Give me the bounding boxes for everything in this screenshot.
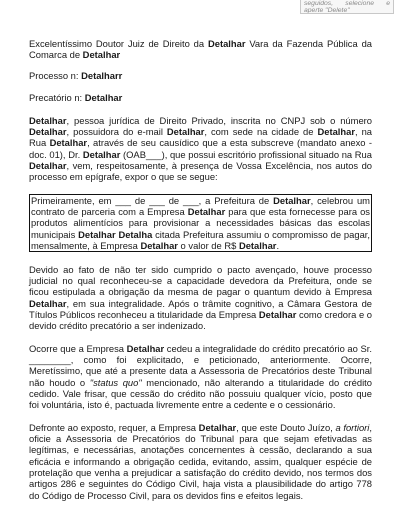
placeholder-field[interactable]: Detalhar — [29, 114, 67, 126]
request-paragraph: Defronte ao exposto, requer, a Empresa Detalhar, que este Douto Juízo, a fortiori, oficie a Assessoria de Precatórios do Tribunal para que sejam efetivadas as legítimas, e necessárias, anotações concernentes à cessão, declarando a sua eficácia e informando a obrigação cedida, evitando, assim, qualquer espécie de protelação que venha a prejudicar a satisfação do crédito devido, nos termos dos artigos 286 e seguintes do Código Civil, haja vista a plausibilidade do artigo 778 do Código de Processo Civil, para os devidos fins e efeitos legais. — [29, 421, 372, 501]
placeholder-field[interactable]: Detalharr — [81, 69, 123, 81]
placeholder-field[interactable]: Detalhar — [49, 137, 88, 149]
placeholder-field[interactable]: Detalhar — [207, 38, 246, 49]
cession-paragraph: Ocorre que a Empresa Detalhar cedeu a integralidade do crédito precatório ao Sr. ________, como foi explicitado, e peticionado, anteriormente. Ocorre, Meretíssimo, que até a presente data a Assessoria de Precatórios deste Tribunal não houdo o "status quo" mencionado, não alterando a titularidade do crédito cedido. Vale frisar, que cessão do crédito não possuiu qualquer vício, posto que foi voluntária, isto é, pactuada livremente entre a cedente e o cessionário. — [29, 342, 372, 411]
status-quo-text: "status quo" — [89, 376, 142, 388]
placeholder-field[interactable]: Detalhar — [187, 206, 226, 218]
placeholder-field[interactable]: Detalhar — [317, 126, 355, 138]
precatorio-number: Precatório n: Detalhar — [29, 92, 123, 104]
placeholder-field[interactable]: Detalha — [118, 228, 153, 240]
latin-term: a fortiori — [335, 421, 370, 433]
addressee-paragraph: Excelentíssimo Doutor Juiz de Direito da Detalhar Vara da Fazenda Pública da Comarca de Detalhar — [29, 38, 373, 61]
petition-document — [29, 38, 372, 512]
placeholder-field[interactable]: Detalhar — [84, 92, 123, 104]
placeholder-field[interactable]: Detalhar — [126, 342, 165, 354]
placeholder-field[interactable]: Detalhar — [29, 159, 67, 171]
instruction-note: seguidos, selecione e aperte "Delete" — [300, 0, 394, 14]
placeholder-field[interactable]: Detalhar — [82, 148, 121, 160]
judicial-process-paragraph: Devido ao fato de não ter sido cumprido o pacto avençado, houve processo judicial no qual reconheceu-se a capacidade devedora da Prefeitura, onde se ficou estipulada a obrigação da mesma de pagar o quantum devido à Empresa Detalhar, em sua integralidade. Após o trâmite cognitivo, a Câmara Gestora de Títulos Públicos reconheceu a titularidade da Empresa Detalhar como credora e o devido crédito precatório a ser indenizado. — [29, 263, 372, 332]
placeholder-field[interactable]: Detalhar — [29, 126, 67, 138]
placeholder-field[interactable]: Detalhar — [238, 240, 277, 252]
placeholder-field[interactable]: Detalhar — [258, 308, 297, 320]
placeholder-field[interactable]: Detalhar — [82, 49, 121, 61]
contract-paragraph: Primeiramente, em ___ de ___ de ___, a Prefeitura de Detalhar, celebrou um contrato de parceria com a Empresa Detalhar para que esta fornecesse para os produtos alimentícios para provisionar a necessidades básicas das escolas municipais Detalhar Detalha citada Prefeitura assumiu o compromisso de pagar, mensalmente, à Empresa Detalhar o valor de R$ Detalhar. — [31, 194, 370, 252]
qualification-paragraph: Detalhar, pessoa jurídica de Direito Privado, inscrita no CNPJ sob o número Detalhar, possuidora do e-mail Detalhar, com sede na cidade de Detalhar, na Rua Detalhar, através de seu causídico que a esta subscreve (mandato anexo - doc. 01), Dr. Detalhar (OAB___), que possui escritório profissional situado na Rua Detalhar, vem, respeitosamente, à presença de Vossa Excelência, nos autos do processo em epígrafe, expor o que se segue: — [29, 114, 373, 183]
placeholder-field[interactable]: Detalhar — [78, 228, 116, 240]
process-number: Processo n: Detalharr — [29, 69, 123, 81]
placeholder-field[interactable]: Detalhar — [29, 297, 67, 309]
placeholder-field[interactable]: Detalhar — [166, 126, 205, 138]
placeholder-field[interactable]: Detalhar — [140, 240, 178, 252]
placeholder-field[interactable]: Detalhar — [198, 421, 237, 433]
placeholder-field[interactable]: Detalhar — [273, 194, 311, 206]
